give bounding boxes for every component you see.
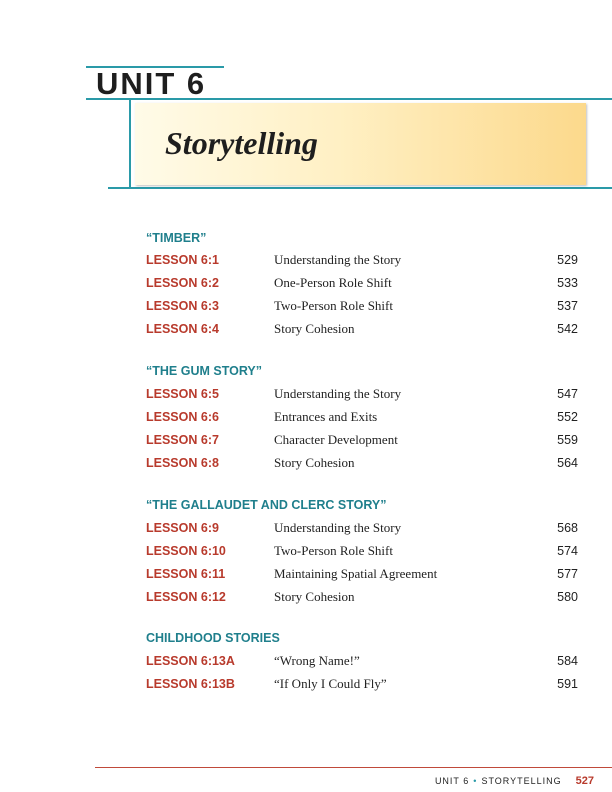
lesson-topic: Character Development xyxy=(274,432,398,447)
lesson-number: LESSON 6:2 xyxy=(146,276,219,290)
toc-row[interactable] xyxy=(146,431,578,449)
lesson-topic: Understanding the Story xyxy=(274,252,402,267)
lesson-topic: “Wrong Name!” xyxy=(274,653,360,668)
page-number: 559 xyxy=(557,433,578,447)
section-heading: “TIMBER” xyxy=(146,231,207,245)
footer-page-number: 527 xyxy=(575,775,594,787)
title-rule-vertical xyxy=(129,98,131,189)
footer-section: STORYTELLING xyxy=(481,776,562,786)
page-number: 584 xyxy=(557,654,578,668)
lesson-number: LESSON 6:7 xyxy=(146,433,219,447)
lesson-topic: Story Cohesion xyxy=(274,321,355,336)
lesson-topic: Maintaining Spatial Agreement xyxy=(274,566,438,581)
lesson-number: LESSON 6:3 xyxy=(146,299,219,313)
page-number: 574 xyxy=(557,544,578,558)
toc-row[interactable] xyxy=(146,385,578,403)
lesson-number: LESSON 6:13B xyxy=(146,677,235,691)
page-number: 580 xyxy=(557,590,578,604)
page-number: 591 xyxy=(557,677,578,691)
lesson-number: LESSON 6:12 xyxy=(146,590,226,604)
toc-row[interactable] xyxy=(146,652,578,670)
title-rule-bottom xyxy=(108,187,612,189)
unit-title: UNIT 6 xyxy=(96,66,207,101)
running-footer xyxy=(435,774,594,788)
section-heading: “THE GALLAUDET AND CLERC STORY” xyxy=(146,498,387,512)
lesson-number: LESSON 6:8 xyxy=(146,456,219,470)
toc-row[interactable] xyxy=(146,542,578,560)
lesson-number: LESSON 6:10 xyxy=(146,544,226,558)
toc-row[interactable] xyxy=(146,320,578,338)
section-heading: CHILDHOOD STORIES xyxy=(146,631,280,645)
toc-row[interactable] xyxy=(146,454,578,472)
lesson-number: LESSON 6:1 xyxy=(146,253,219,267)
lesson-topic: Entrances and Exits xyxy=(274,409,378,424)
footer-rule xyxy=(95,767,612,768)
page-number: 564 xyxy=(557,456,578,470)
lesson-number: LESSON 6:6 xyxy=(146,410,219,424)
lesson-topic: One-Person Role Shift xyxy=(274,275,392,290)
toc-row[interactable] xyxy=(146,588,578,606)
page-number: 529 xyxy=(557,253,578,267)
lesson-number: LESSON 6:11 xyxy=(146,567,226,581)
lesson-number: LESSON 6:4 xyxy=(146,322,219,336)
section-heading: “THE GUM STORY” xyxy=(146,364,262,378)
page-number: 537 xyxy=(557,299,578,313)
lesson-topic: Two-Person Role Shift xyxy=(274,543,393,558)
lesson-number: LESSON 6:9 xyxy=(146,521,219,535)
toc-row[interactable] xyxy=(146,565,578,583)
page-number: 568 xyxy=(557,521,578,535)
toc-row[interactable] xyxy=(146,251,578,269)
lesson-topic: “If Only I Could Fly” xyxy=(274,676,387,691)
lesson-number: LESSON 6:13A xyxy=(146,654,235,668)
page-number: 542 xyxy=(557,322,578,336)
lesson-topic: Story Cohesion xyxy=(274,455,355,470)
lesson-topic: Understanding the Story xyxy=(274,520,402,535)
page-number: 533 xyxy=(557,276,578,290)
page-number: 577 xyxy=(557,567,578,581)
page-title: Storytelling xyxy=(165,125,318,161)
lesson-topic: Two-Person Role Shift xyxy=(274,298,393,313)
toc-row[interactable] xyxy=(146,519,578,537)
toc-row[interactable] xyxy=(146,297,578,315)
toc-row[interactable] xyxy=(146,408,578,426)
footer-unit: UNIT 6 xyxy=(434,776,470,786)
lesson-number: LESSON 6:5 xyxy=(146,387,219,401)
bullet-icon: • xyxy=(473,776,478,786)
page-number: 552 xyxy=(557,410,578,424)
page-number: 547 xyxy=(557,387,578,401)
lesson-topic: Understanding the Story xyxy=(274,386,402,401)
lesson-topic: Story Cohesion xyxy=(274,589,355,604)
toc-row[interactable] xyxy=(146,274,578,292)
toc-row[interactable] xyxy=(146,675,578,693)
